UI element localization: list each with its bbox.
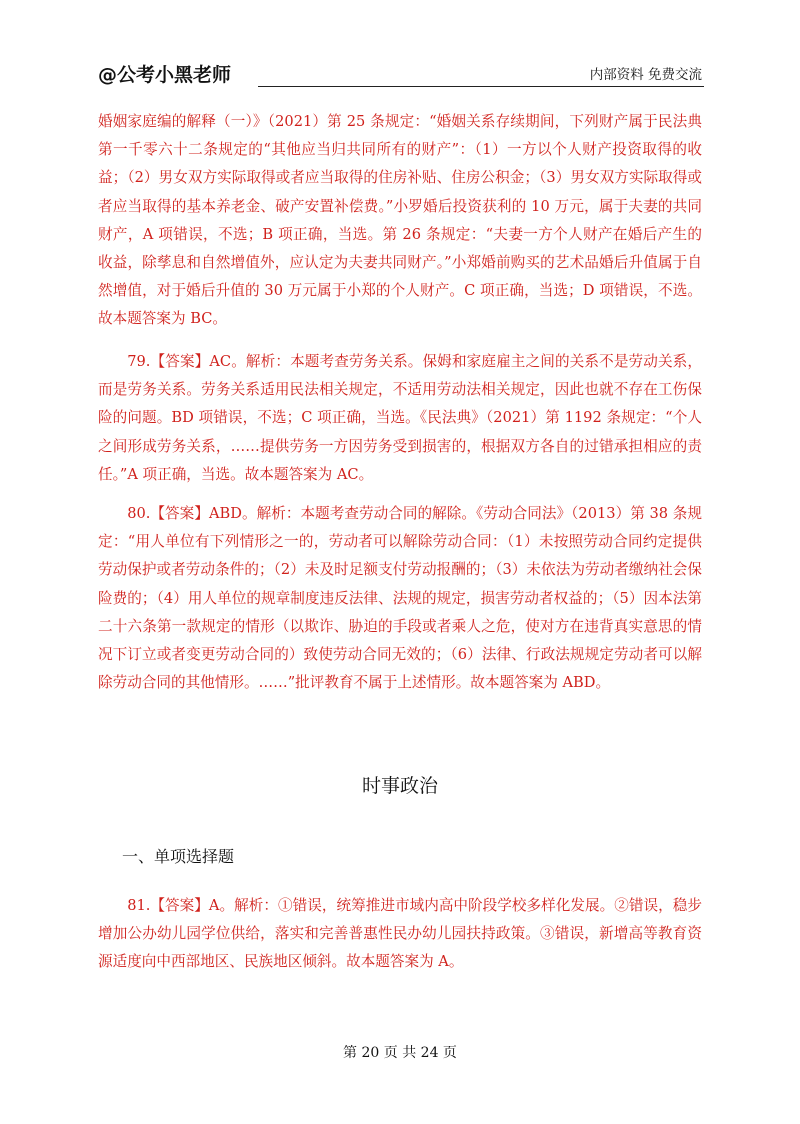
page-header: [98, 62, 704, 88]
answer-paragraph-81: 81.【答案】A。解析：①错误，统筹推进市域内高中阶段学校多样化发展。②错误，稳步增加公办幼儿园学位供给，落实和完善普惠性民办幼儿园扶持政策。③错误，新增高等教育资源适度向中西部地区、民族地区倾斜。故本题答案为 A。: [98, 897, 702, 971]
page-footer: 第 20 页 共 24 页: [343, 1045, 457, 1061]
answer-paragraph-80: 80.【答案】ABD。解析：本题考查劳动合同的解除。《劳动合同法》（2013）第 38 条规定：“用人单位有下列情形之一的，劳动者可以解除劳动合同：（1）未按照劳动合同约定提供劳动保护或者劳动条件的；（2）未及时足额支付劳动报酬的；（3）未依法为劳动者缴纳社会保险费的；（4）用人单位的规章制度违反法律、法规的规定，损害劳动者权益的；（5）因本法第二十六条第一款规定的情形（以欺诈、胁迫的手段或者乘人之危，使对方在违背真实意思的情况下订立或者变更劳动合同的）致使劳动合同无效的；（6）法律、行政法规规定劳动者可以解除劳动合同的其他情形。……”批评教育不属于上述情形。故本题答案为 ABD。: [98, 505, 702, 692]
answer-paragraph-78-continued: 婚姻家庭编的解释（一）》（2021）第 25 条规定：“婚姻关系存续期间，下列财产属于民法典第一千零六十二条规定的“其他应当归共同所有的财产”：（1）一方以个人财产投资取得的收益；（2）男女双方实际取得或者应当取得的住房补贴、住房公积金；（3）男女双方实际取得或者应当取得的基本养老金、破产安置补偿费。”小罗婚后投资获利的 10 万元，属于夫妻的共同财产，A 项错误，不选；B 项正确，当选。第 26 条规定：“夫妻一方个人财产在婚后产生的收益，除孳息和自然增值外，应认定为夫妻共同财产。”小郑婚前购买的艺术品婚后升值属于自然增值，对于婚后升值的 30 万元属于小郑的个人财产。C 项正确，当选；D 项错误，不选。故本题答案为 BC。: [98, 113, 702, 328]
section-title: 时事政治: [361, 775, 438, 797]
answer-paragraph-79: 79.【答案】AC。解析：本题考查劳务关系。保姆和家庭雇主之间的关系不是劳动关系，而是劳务关系。劳务关系适用民法相关规定，不适用劳动法相关规定，因此也就不存在工伤保险的问题。BD 项错误，不选；C 项正确，当选。《民法典》（2021）第 1192 条规定：“个人之间形成劳务关系，……提供劳务一方因劳务受到损害的，根据双方各自的过错承担相应的责任。”A 项正确，当选。故本题答案为 AC。: [98, 353, 702, 483]
header-author: @公考小黑老师: [98, 64, 232, 86]
header-note: 内部资料 免费交流: [589, 67, 702, 83]
header-rule: [258, 86, 704, 87]
section-subheading: 一、单项选择题: [122, 847, 235, 866]
